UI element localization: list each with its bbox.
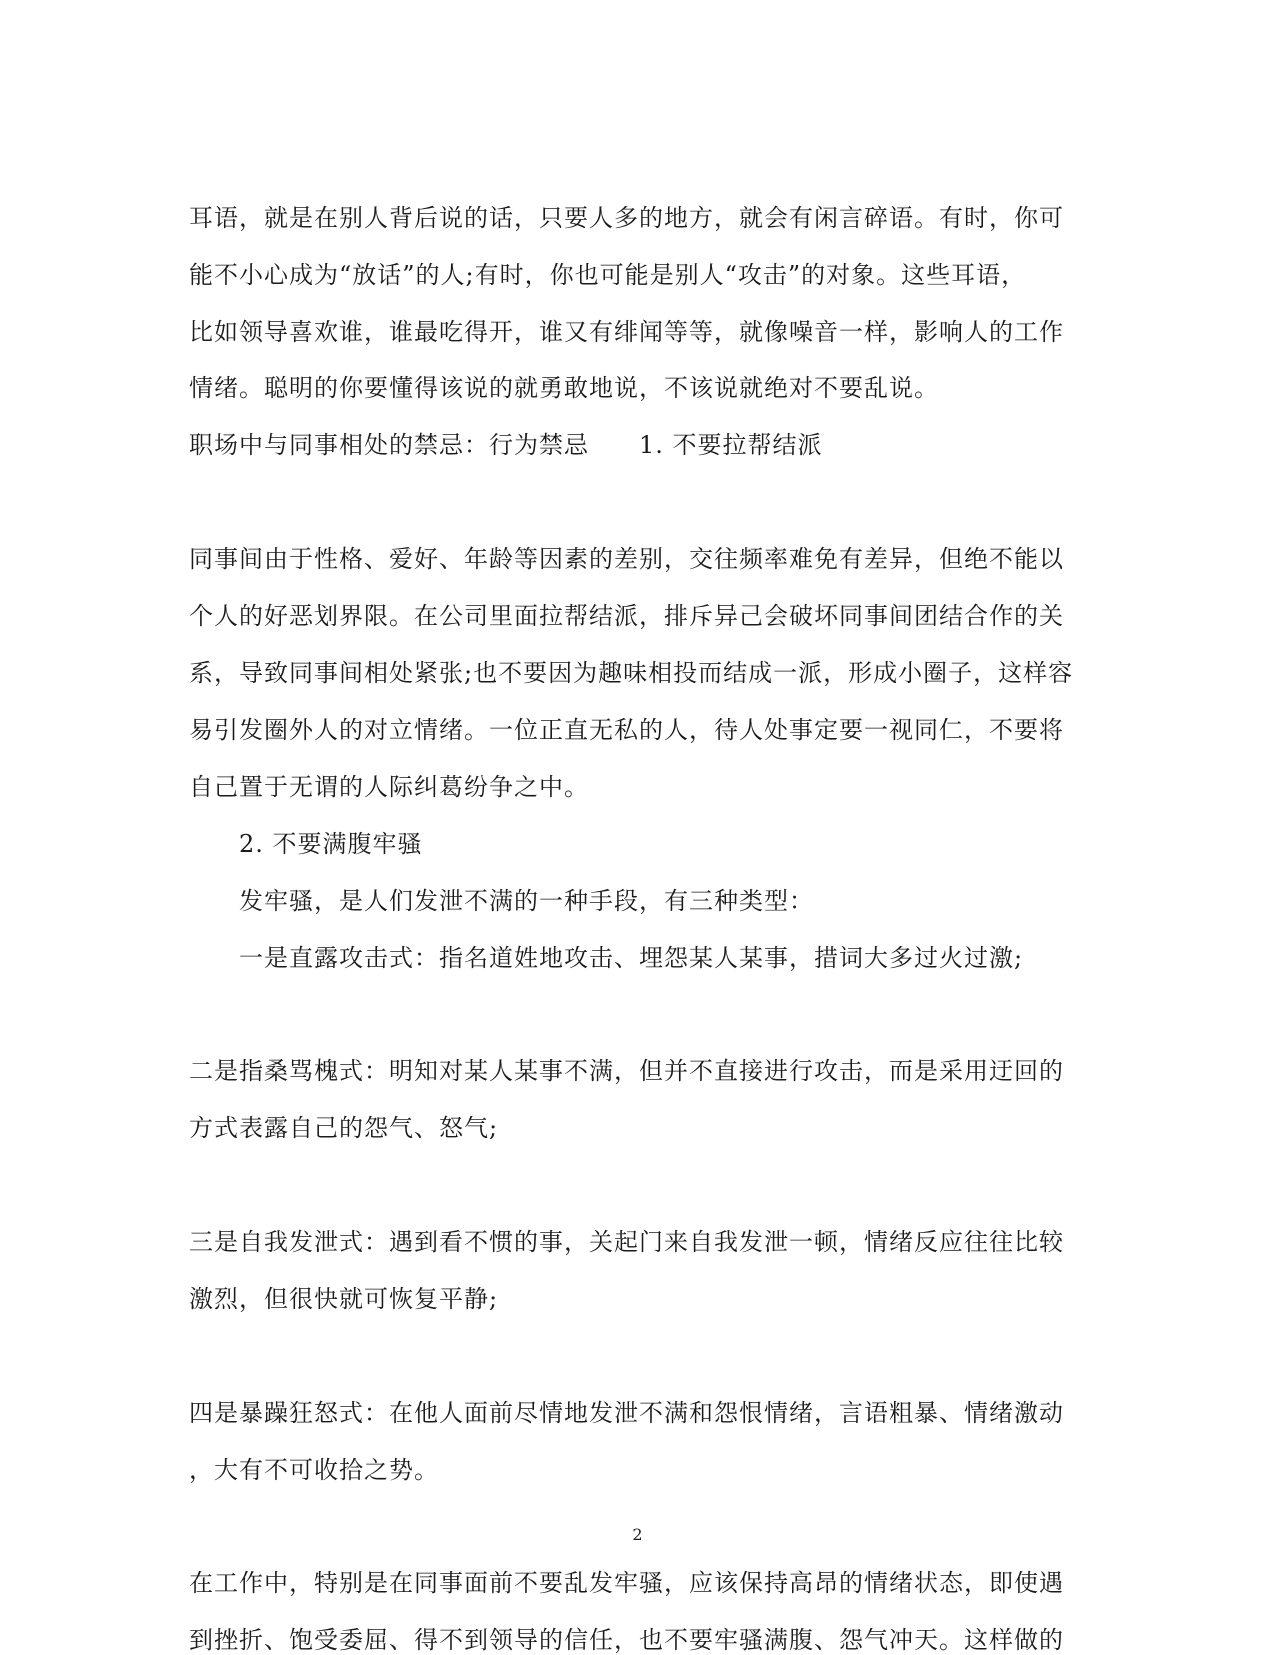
body-text-line: 激烈，但很快就可恢复平静; xyxy=(189,1285,499,1313)
body-text-line: 发牢骚，是人们发泄不满的一种手段，有三种类型： xyxy=(239,887,814,915)
body-text-line: 易引发圈外人的对立情绪。一位正直无私的人，待人处事定要一视同仁，不要将 xyxy=(189,716,1064,744)
subheading-line: 2. 不要满腹牢骚 xyxy=(239,830,423,858)
body-text-line: 一是直露攻击式：指名道姓地攻击、埋怨某人某事，措词大多过火过激; xyxy=(239,944,1024,972)
body-text-line: 同事间由于性格、爱好、年龄等因素的差别，交往频率难免有差异，但绝不能以 xyxy=(189,545,1064,573)
body-text-line: 比如领导喜欢谁，谁最吃得开，谁又有绯闻等等，就像噪音一样，影响人的工作 xyxy=(189,318,1064,346)
body-text-line: 三是自我发泄式：遇到看不惯的事，关起门来自我发泄一顿，情绪反应往往比较 xyxy=(189,1228,1064,1256)
body-text-line: 能不小心成为“放话”的人;有时，你也可能是别人“攻击”的对象。这些耳语， xyxy=(189,261,1027,289)
body-text-line: 系，导致同事间相处紧张;也不要因为趣味相投而结成一派，形成小圈子，这样容 xyxy=(189,659,1074,687)
page-number: 2 xyxy=(632,1525,643,1544)
body-text-line: ，大有不可收拾之势。 xyxy=(189,1456,439,1484)
body-text-line: 方式表露自己的怨气、怒气; xyxy=(189,1114,499,1142)
body-text-line: 自己置于无谓的人际纠葛纷争之中。 xyxy=(189,773,589,801)
body-text-line: 个人的好恶划界限。在公司里面拉帮结派，排斥异己会破坏同事间团结合作的关 xyxy=(189,602,1064,630)
body-text-line: 耳语，就是在别人背后说的话，只要人多的地方，就会有闲言碎语。有时，你可 xyxy=(189,204,1064,232)
body-text-line: 在工作中，特别是在同事面前不要乱发牢骚，应该保持高昂的情绪状态，即使遇 xyxy=(189,1569,1064,1597)
body-text-line: 情绪。聪明的你要懂得该说的就勇敢地说，不该说就绝对不要乱说。 xyxy=(189,374,939,402)
body-text-line: 四是暴躁狂怒式：在他人面前尽情地发泄不满和怨恨情绪，言语粗暴、情绪激动 xyxy=(189,1399,1064,1427)
body-text-line: 到挫折、饱受委屈、得不到领导的信任，也不要牢骚满腹、怨气冲天。这样做的 xyxy=(189,1626,1064,1654)
section-heading-line: 职场中与同事相处的禁忌：行为禁忌 1. 不要拉帮结派 xyxy=(189,431,823,459)
body-text-line: 二是指桑骂槐式：明知对某人某事不满，但并不直接进行攻击，而是采用迂回的 xyxy=(189,1057,1064,1085)
